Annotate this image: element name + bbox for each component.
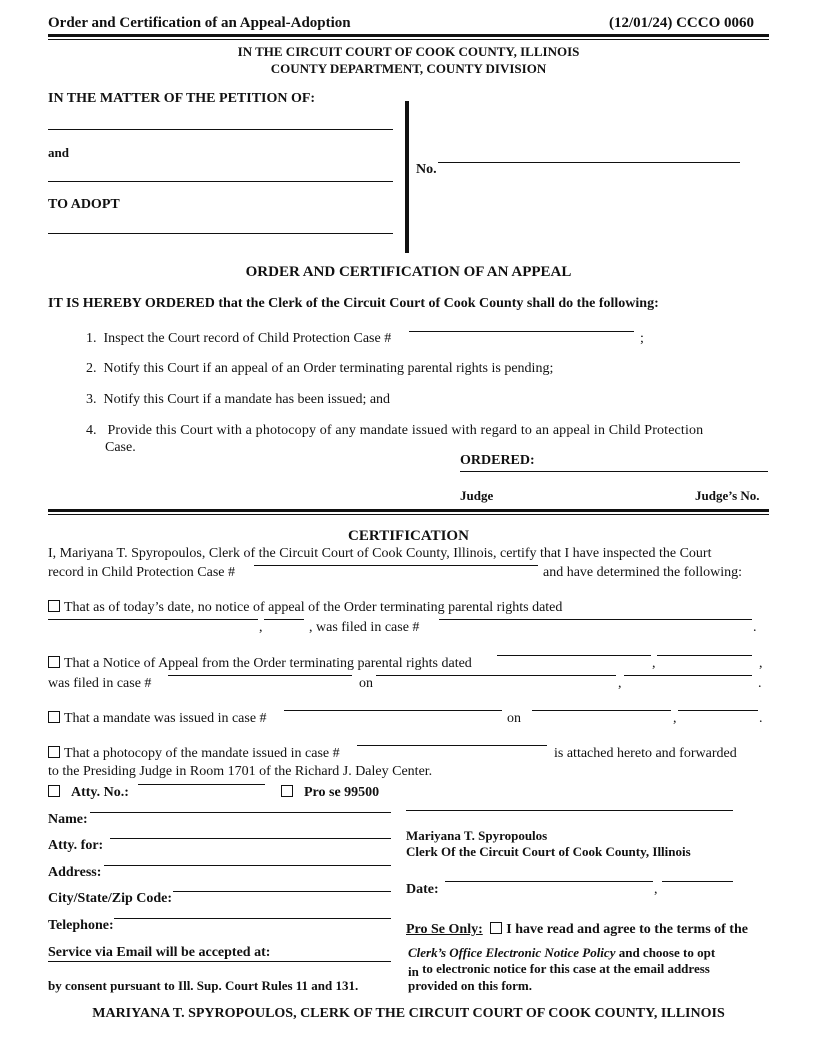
period: .	[759, 711, 763, 726]
atty-no-checkbox[interactable]	[48, 785, 60, 797]
header-rule	[48, 34, 769, 37]
period: .	[753, 620, 757, 635]
option-3-date-field[interactable]	[532, 710, 671, 711]
order-item-4	[86, 423, 769, 439]
option-3	[48, 711, 267, 727]
clerk-title: Clerk Of the Circuit Court of Cook County, Illinois	[406, 844, 691, 859]
pro-se-checkbox[interactable]	[281, 785, 293, 797]
pro-se-line-2	[408, 945, 715, 961]
option-4-checkbox[interactable]	[48, 746, 60, 758]
adoptee-field[interactable]	[48, 233, 393, 234]
option-4-tail: is attached hereto and forwarded	[554, 746, 737, 761]
consent-text: by consent pursuant to Ill. Sup. Court Rules 11 and 131.	[48, 978, 359, 993]
ordered-label: ORDERED:	[460, 453, 535, 468]
option-4-text: That a photocopy of the mandate issued in case #	[64, 746, 340, 761]
child-protection-case-field[interactable]	[409, 331, 634, 332]
option-1-case-field[interactable]	[439, 619, 752, 620]
order-item-1-text: Inspect the Court record of Child Protection Case #	[103, 331, 392, 346]
order-item-2	[86, 361, 553, 377]
option-2-checkbox[interactable]	[48, 656, 60, 668]
option-3-on: on	[507, 711, 521, 726]
date-year-field[interactable]	[662, 881, 733, 882]
certification-intro-2-tail: and have determined the following:	[543, 565, 743, 580]
option-2	[48, 656, 472, 672]
petitioner-field[interactable]	[48, 129, 393, 130]
email-label: Service via Email will be accepted at:	[48, 945, 271, 960]
atty-for-label: Atty. for:	[48, 838, 104, 853]
order-item-3	[86, 392, 390, 408]
case-no-field[interactable]	[438, 162, 740, 163]
option-3-text: That a mandate was issued in case #	[64, 711, 267, 726]
comma: ,	[673, 711, 677, 726]
form-title: Order and Certification of an Appeal-Adoption	[48, 15, 351, 31]
order-title: ORDER AND CERTIFICATION OF AN APPEAL	[245, 264, 572, 280]
option-1-was-filed: , was filed in case #	[309, 620, 420, 635]
order-item-4-cont: Case.	[105, 440, 136, 455]
pro-se-policy: Clerk’s Office Electronic Notice Policy	[408, 945, 616, 960]
order-item-3-text: Notify this Court if a mandate has been issued; and	[103, 392, 391, 407]
cert-case-field[interactable]	[254, 565, 538, 566]
certification-intro-2: record in Child Protection Case #	[48, 565, 236, 580]
telephone-label: Telephone:	[48, 918, 114, 933]
option-2-case-field[interactable]	[168, 675, 352, 676]
order-item-1-tail: ;	[640, 331, 644, 346]
address-label: Address:	[48, 865, 102, 880]
city-label: City/State/Zip Code:	[48, 891, 173, 906]
name-label: Name:	[48, 812, 88, 827]
address-field[interactable]	[104, 865, 391, 866]
judge-label: Judge	[460, 488, 494, 503]
order-item-1	[86, 331, 391, 347]
option-1-text: That as of today’s date, no notice of appeal of the Order terminating parental rights dated	[64, 600, 563, 615]
pro-se-row	[281, 785, 379, 801]
option-2-on-year-field[interactable]	[624, 675, 752, 676]
order-item-3-num: 3.	[86, 392, 97, 407]
date-field[interactable]	[445, 881, 653, 882]
footer-text: MARIYANA T. SPYROPOULOS, CLERK OF THE CIRCUIT COURT OF COOK COUNTY, ILLINOIS	[92, 1006, 725, 1021]
atty-no-row	[48, 785, 129, 801]
option-1-date-field[interactable]	[48, 619, 258, 620]
certification-title: CERTIFICATION	[348, 528, 469, 544]
name-field[interactable]	[90, 812, 391, 813]
option-3-case-field[interactable]	[284, 710, 502, 711]
pro-se-only-row	[406, 922, 748, 938]
section-rule	[48, 509, 769, 512]
atty-no-field[interactable]	[138, 784, 265, 785]
pro-se-text-4: provided on this form.	[408, 978, 532, 993]
option-1-year-field[interactable]	[264, 619, 304, 620]
caption-divider	[405, 101, 409, 253]
section-rule-thin	[48, 514, 769, 515]
comma: ,	[654, 882, 658, 897]
option-4-line-2: to the Presiding Judge in Room 1701 of the Richard J. Daley Center.	[48, 764, 433, 779]
option-1	[48, 600, 562, 616]
pro-se-text-1: I have read and agree to the terms of the	[506, 922, 748, 937]
order-item-1-num: 1.	[86, 331, 97, 346]
order-intro: IT IS HEREBY ORDERED that the Clerk of the Circuit Court of Cook County shall do the following:	[48, 296, 659, 311]
header-rule-thin	[48, 39, 769, 40]
option-2-was-filed: was filed in case #	[48, 676, 152, 691]
city-field[interactable]	[173, 891, 391, 892]
option-2-date-field[interactable]	[497, 655, 651, 656]
clerk-name: Mariyana T. Spyropoulos	[406, 828, 548, 843]
co-petitioner-field[interactable]	[48, 181, 393, 182]
comma: ,	[618, 676, 622, 691]
date-label: Date:	[406, 882, 439, 897]
judge-signature-field[interactable]	[460, 471, 768, 472]
form-code: (12/01/24) CCCO 0060	[609, 15, 754, 31]
pro-se-label: Pro se 99500	[304, 785, 380, 800]
order-item-2-num: 2.	[86, 361, 97, 376]
period: .	[758, 676, 762, 691]
to-adopt-label: TO ADOPT	[48, 197, 120, 212]
pro-se-text-3: to electronic notice for this case at the email address	[422, 961, 710, 976]
atty-no-label: Atty. No.:	[71, 785, 129, 800]
pro-se-text-2: and choose to opt	[618, 945, 716, 960]
pro-se-only-checkbox[interactable]	[490, 922, 502, 934]
email-field[interactable]	[48, 961, 391, 962]
certification-intro-1: I, Mariyana T. Spyropoulos, Clerk of the Circuit Court of Cook County, Illinois, certify that I have inspected the Court	[48, 546, 712, 561]
judge-no-label: Judge’s No.	[695, 488, 760, 503]
option-4	[48, 746, 340, 762]
order-item-4-num: 4.	[86, 423, 97, 438]
and-label: and	[48, 145, 69, 160]
matter-label: IN THE MATTER OF THE PETITION OF:	[48, 91, 316, 106]
telephone-field[interactable]	[114, 918, 391, 919]
comma: ,	[259, 620, 263, 635]
clerk-signature-field[interactable]	[406, 810, 733, 811]
option-2-year-field[interactable]	[657, 655, 752, 656]
option-2-on-date-field[interactable]	[376, 675, 616, 676]
option-3-year-field[interactable]	[678, 710, 758, 711]
pro-se-only-label: Pro Se Only:	[406, 922, 483, 937]
atty-for-field[interactable]	[110, 838, 391, 839]
court-line-1: IN THE CIRCUIT COURT OF COOK COUNTY, ILLINOIS	[237, 44, 580, 59]
option-4-case-field[interactable]	[357, 745, 547, 746]
comma: ,	[759, 656, 763, 671]
case-no-label: No.	[416, 162, 437, 177]
option-1-checkbox[interactable]	[48, 600, 60, 612]
order-item-2-text: Notify this Court if an appeal of an Order terminating parental rights is pending;	[103, 361, 554, 376]
pro-se-line-3	[408, 961, 710, 977]
option-3-checkbox[interactable]	[48, 711, 60, 723]
pro-se-in: in	[408, 964, 419, 979]
option-2-text: That a Notice of Appeal from the Order terminating parental rights dated	[64, 656, 472, 671]
option-2-on: on	[359, 676, 373, 691]
comma: ,	[652, 656, 656, 671]
court-line-2: COUNTY DEPARTMENT, COUNTY DIVISION	[270, 61, 547, 76]
order-item-4-text: Provide this Court with a photocopy of any mandate issued with regard to an appeal in Child Protection	[107, 423, 704, 438]
